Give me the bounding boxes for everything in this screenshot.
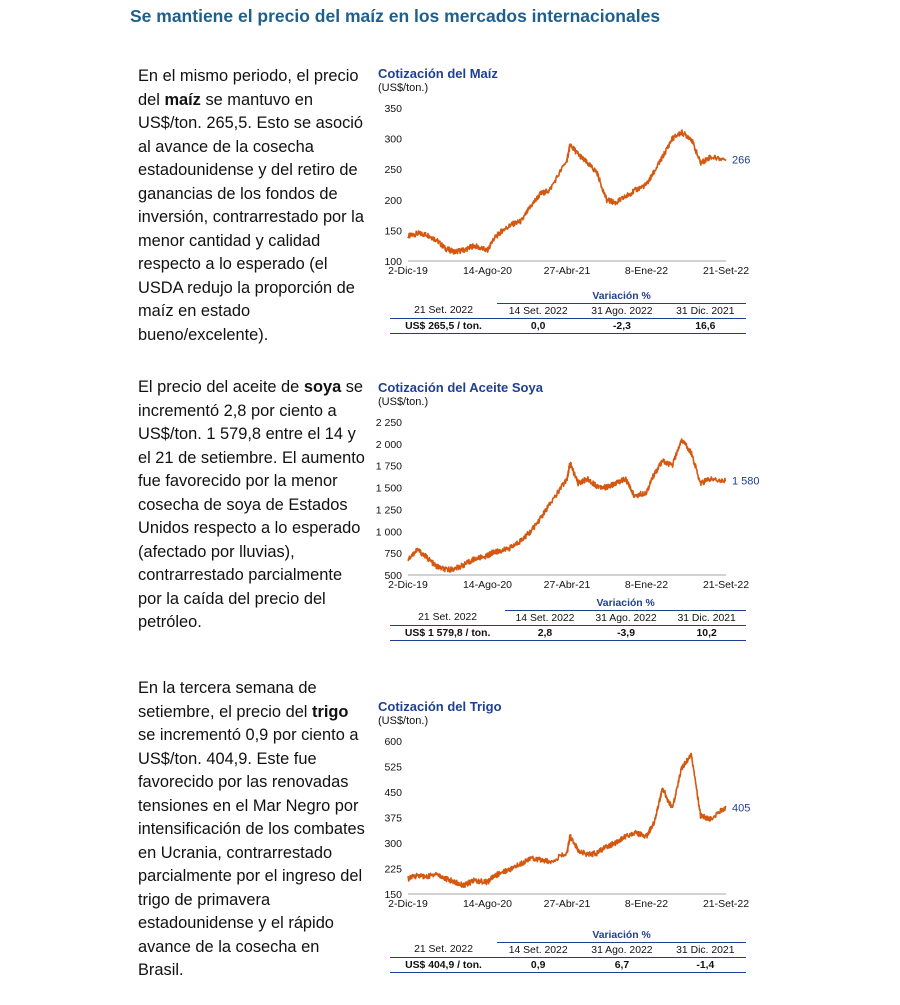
x-tick-label: 2-Dic-19	[388, 579, 428, 591]
chart-title: Cotización del Aceite Soya	[378, 380, 543, 395]
x-tick-label: 21-Set-22	[702, 265, 750, 277]
x-tick-label: 27-Abr-21	[543, 579, 591, 591]
x-tick-label: 14-Ago-20	[462, 898, 513, 910]
paragraph-maiz	[138, 65, 366, 347]
table-value: 0,0	[497, 319, 579, 334]
paragraph-text: El precio del aceite de	[138, 378, 304, 396]
table-value: 6,7	[579, 958, 664, 973]
x-tick-label: 21-Set-22	[702, 579, 750, 591]
paragraph-text: En el mismo periodo, el precio del	[138, 67, 359, 109]
chart-title: Cotización del Maíz	[378, 66, 498, 81]
table-price: US$ 265,5 / ton.	[390, 319, 497, 334]
y-tick-label: 200	[384, 194, 402, 207]
y-tick-label: 525	[384, 761, 402, 774]
y-tick-label: 1 750	[375, 460, 402, 473]
chart-maiz	[376, 66, 776, 346]
variation-header: Variación %	[497, 289, 746, 304]
chart-unit: (US$/ton.)	[378, 396, 429, 408]
paragraph-text: se incrementó 2,8 por ciento a US$/ton. 1 579,8 entre el 14 y el 21 de setiembre. El aumento fue favorecido por la menor cosecha de soya de Estados Unidos respecto a lo esperado (afectado por lluvias), contrarrestado parcialmente por la caída del precio del petróleo.	[138, 378, 365, 631]
paragraph-trigo	[138, 677, 366, 983]
y-tick-label: 1 500	[375, 482, 402, 495]
y-tick-label: 2 000	[375, 438, 402, 451]
x-tick-label: 2-Dic-19	[388, 265, 428, 277]
series-line	[408, 753, 726, 887]
table-price: US$ 1 579,8 / ton.	[390, 626, 505, 641]
y-tick-label: 600	[384, 736, 402, 748]
y-tick-label: 100	[384, 256, 402, 268]
y-tick-label: 450	[384, 787, 402, 799]
variation-table	[390, 596, 746, 641]
paragraph-soya	[138, 376, 366, 635]
x-tick-label: 14-Ago-20	[462, 265, 513, 277]
paragraph-bold-text: maíz	[164, 90, 201, 109]
plot-trigo	[376, 699, 776, 924]
table-value: 10,2	[667, 626, 746, 641]
paragraph-text: se incrementó 0,9 por ciento a US$/ton. 404,9. Este fue favorecido por las renovadas tensiones en el Mar Negro por intensificación de los combates en Ucrania, contrarrestado parcialmente por el ingreso del trigo de primavera estadounidense y el rápido avance de la cosecha en Brasil.	[138, 726, 365, 979]
chart-title: Cotización del Trigo	[378, 699, 502, 714]
table-value: 0,9	[497, 958, 579, 973]
table-value: 2,8	[505, 626, 584, 641]
x-tick-label: 8-Ene-22	[624, 898, 669, 910]
table-value: -2,3	[579, 319, 664, 334]
end-value-label: 266	[732, 154, 751, 167]
plot-maiz	[376, 66, 776, 291]
variation-table	[390, 928, 746, 973]
y-tick-label: 2 250	[375, 417, 402, 429]
y-tick-label: 300	[384, 838, 402, 850]
y-tick-label: 300	[384, 133, 402, 146]
x-tick-label: 8-Ene-22	[624, 579, 669, 591]
table-col: 31 Dic. 2021	[667, 611, 746, 626]
table-col: 14 Set. 2022	[497, 304, 579, 319]
table-col: 31 Ago. 2022	[579, 943, 664, 958]
y-tick-label: 250	[384, 164, 402, 177]
end-value-label: 1 580	[732, 475, 760, 488]
table-col: 31 Ago. 2022	[579, 304, 664, 319]
y-tick-label: 750	[384, 548, 402, 561]
table-col: 14 Set. 2022	[505, 611, 584, 626]
plot-soya	[376, 380, 776, 605]
y-tick-label: 225	[384, 863, 402, 876]
chart-unit: (US$/ton.)	[378, 715, 429, 727]
table-col: 14 Set. 2022	[497, 943, 579, 958]
x-tick-label: 8-Ene-22	[624, 265, 669, 277]
table-price: US$ 404,9 / ton.	[390, 958, 497, 973]
variation-header: Variación %	[505, 596, 746, 611]
x-tick-label: 27-Abr-21	[543, 898, 591, 910]
y-tick-label: 1 250	[375, 504, 402, 517]
y-tick-label: 500	[384, 570, 402, 582]
variation-table	[390, 289, 746, 334]
paragraph-bold-text: soya	[303, 378, 342, 396]
y-tick-label: 350	[384, 103, 402, 115]
chart-soya	[376, 380, 776, 660]
chart-trigo	[376, 699, 776, 989]
y-tick-label: 1 000	[375, 526, 402, 539]
series-line	[408, 439, 726, 572]
end-value-label: 405	[732, 802, 751, 815]
x-tick-label: 21-Set-22	[702, 898, 750, 910]
paragraph-bold-text: trigo	[312, 702, 349, 721]
x-tick-label: 14-Ago-20	[462, 579, 513, 591]
y-tick-label: 375	[384, 812, 402, 825]
table-value: 16,6	[665, 319, 746, 334]
chart-unit: (US$/ton.)	[378, 82, 429, 94]
x-tick-label: 2-Dic-19	[388, 898, 428, 910]
paragraph-text: En la tercera semana de setiembre, el precio del	[138, 679, 317, 721]
x-tick-label: 27-Abr-21	[543, 265, 591, 277]
table-date: 21 Set. 2022	[390, 943, 497, 958]
table-col: 31 Dic. 2021	[665, 943, 746, 958]
table-value: -3,9	[585, 626, 668, 641]
variation-header: Variación %	[497, 928, 746, 943]
y-tick-label: 150	[384, 225, 402, 238]
table-value: -1,4	[665, 958, 746, 973]
y-tick-label: 150	[384, 889, 402, 901]
page-title: Se mantiene el precio del maíz en los mercados internacionales	[130, 6, 661, 26]
table-date: 21 Set. 2022	[390, 611, 505, 626]
table-col: 31 Ago. 2022	[585, 611, 668, 626]
table-col: 31 Dic. 2021	[665, 304, 746, 319]
paragraph-text: se mantuvo en US$/ton. 265,5. Esto se asoció al avance de la cosecha estadounidense y del retiro de ganancias de los fondos de inversión, contrarrestado por la menor cantidad y calidad respecto a lo esperado (el USDA redujo la proporción de maíz en estado bueno/excelente).	[138, 90, 364, 344]
series-line	[408, 130, 726, 254]
table-date: 21 Set. 2022	[390, 304, 497, 319]
